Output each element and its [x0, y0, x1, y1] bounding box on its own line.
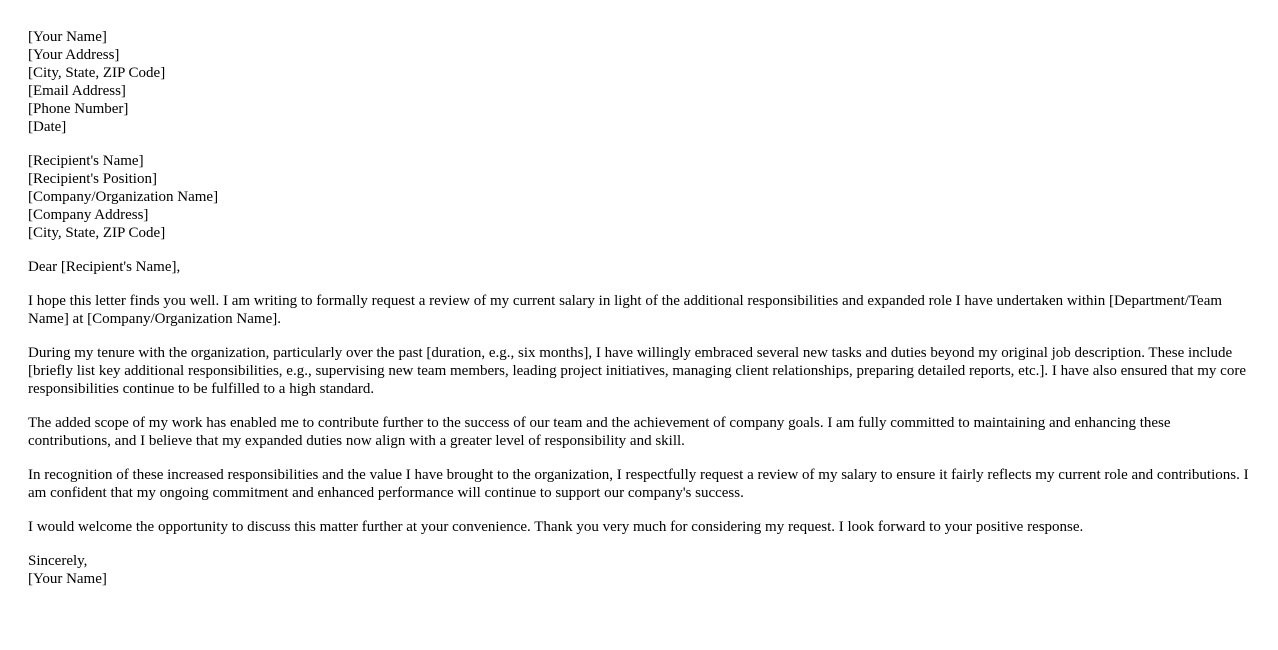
sender-city-state-zip: [City, State, ZIP Code] — [28, 65, 166, 81]
recipient-block — [28, 152, 1253, 242]
signature-name: [Your Name] — [28, 571, 107, 587]
recipient-position: [Recipient's Position] — [28, 171, 157, 187]
recipient-company: [Company/Organization Name] — [28, 189, 219, 205]
body-paragraph-2: During my tenure with the organization, particularly over the past [duration, e.g., six months], I have willingly embraced several new tasks and duties beyond my original job description. These include [briefly list key additional responsibilities, e.g., supervising new team members, leading project initiatives, managing client relationships, preparing detailed reports, etc.]. I have also ensured that my core responsibilities continue to be fulfilled to a high standard. — [28, 345, 1246, 397]
recipient-name: [Recipient's Name] — [28, 153, 144, 169]
valediction: Sincerely, — [28, 553, 88, 569]
body-paragraph-5: I would welcome the opportunity to discuss this matter further at your convenience. Thank you very much for considering my request. I look forward to your positive response. — [28, 519, 1084, 535]
sender-address: [Your Address] — [28, 47, 120, 63]
body-paragraph-4: In recognition of these increased responsibilities and the value I have brought to the organization, I respectfully request a review of my salary to ensure it fairly reflects my current role and contributions. I am confident that my ongoing commitment and enhanced performance will continue to support our company's success. — [28, 467, 1249, 501]
salutation: Dear [Recipient's Name], — [28, 259, 181, 275]
closing-block — [28, 552, 1253, 588]
letter — [28, 28, 1253, 604]
recipient-address: [Company Address] — [28, 207, 149, 223]
sender-name: [Your Name] — [28, 29, 107, 45]
letter-date: [Date] — [28, 119, 67, 135]
sender-phone: [Phone Number] — [28, 101, 129, 117]
recipient-city-state-zip: [City, State, ZIP Code] — [28, 225, 166, 241]
body-paragraph-1: I hope this letter finds you well. I am writing to formally request a review of my current salary in light of the additional responsibilities and expanded role I have undertaken within [Department/Team Name] at [Company/Organization Name]. — [28, 293, 1223, 327]
sender-block — [28, 28, 1253, 136]
body-paragraph-3: The added scope of my work has enabled me to contribute further to the success of our team and the achievement of company goals. I am fully committed to maintaining and enhancing these contributions, and I believe that my expanded duties now align with a greater level of responsibility and skill. — [28, 415, 1171, 449]
sender-email: [Email Address] — [28, 83, 126, 99]
